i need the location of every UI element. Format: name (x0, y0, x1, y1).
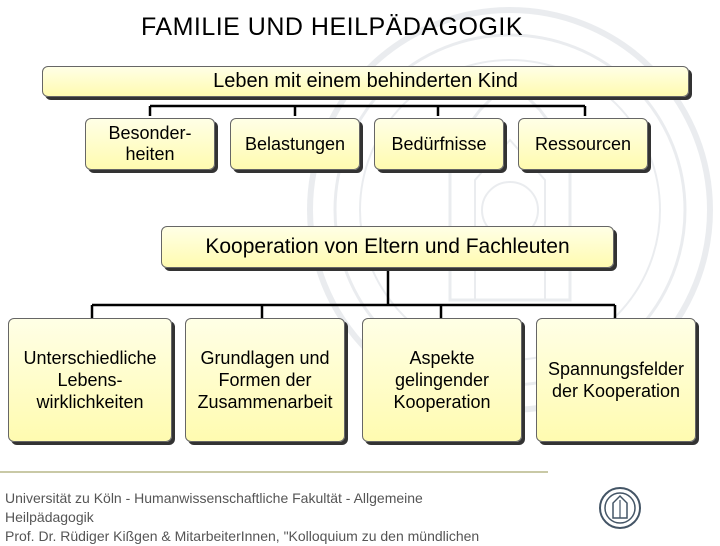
node-line: Zusammenarbeit (197, 392, 333, 412)
node-line: Bedürfnisse (391, 133, 487, 154)
root-label: Leben mit einem behinderten Kind (213, 70, 518, 92)
root-node (42, 66, 689, 97)
node-beduerfnisse (374, 118, 504, 170)
node-aspekte (362, 318, 522, 442)
node-line: Formen der (218, 370, 312, 390)
page-title: FAMILIE UND HEILPÄDAGOGIK (141, 13, 524, 41)
node-line: wirklichkeiten (36, 392, 144, 412)
node-lebenswirklichkeiten (8, 318, 172, 442)
node-line: Aspekte (409, 348, 475, 368)
node-line: Lebens- (57, 370, 123, 390)
cooperation-label: Kooperation von Eltern und Fachleuten (205, 235, 570, 258)
node-besonderheiten (85, 118, 215, 170)
university-seal-icon (598, 486, 642, 530)
node-spannungsfelder (536, 318, 696, 442)
node-line: Kooperation (393, 392, 491, 412)
node-line: Besonder- (108, 123, 192, 143)
node-line: Spannungsfelder (547, 359, 685, 379)
footer-divider (0, 471, 548, 473)
node-line: Grundlagen und (200, 348, 330, 368)
footer-line-2: Heilpädagogik (5, 509, 94, 525)
footer-text (5, 489, 479, 546)
node-line: Unterschiedliche (23, 348, 157, 368)
node-line: Ressourcen (534, 133, 632, 154)
node-belastungen (230, 118, 360, 170)
node-line: gelingender (394, 370, 490, 390)
footer-line-1: Universität zu Köln - Humanwissenschaftliche Fakultät - Allgemeine (5, 490, 423, 506)
node-line: Belastungen (244, 133, 346, 154)
cooperation-node (161, 226, 614, 268)
node-line: heiten (125, 144, 175, 164)
node-ressourcen (518, 118, 648, 170)
node-grundlagen (185, 318, 345, 442)
node-line: der Kooperation (551, 381, 681, 401)
footer-line-3: Prof. Dr. Rüdiger Kißgen & MitarbeiterInnen, "Kolloquium zu den mündlichen (5, 528, 480, 544)
